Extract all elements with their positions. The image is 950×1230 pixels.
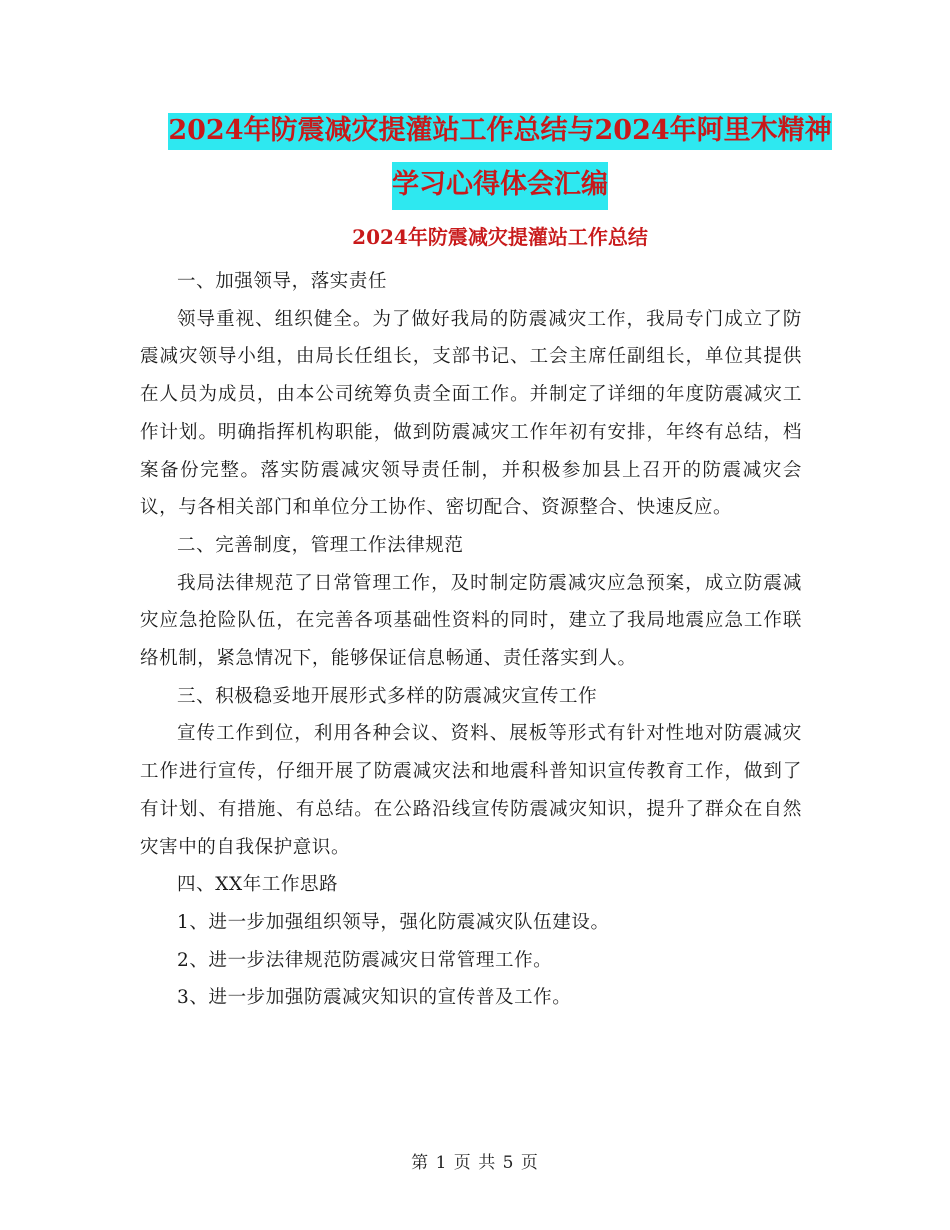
paragraph-3: 宣传工作到位，利用各种会议、资料、展板等形式有针对性地对防震减灾工作进行宣传，仔细开展了防震减灾法和地震科普知识宣传教育工作，做到了有计划、有措施、有总结。在公路沿线宣传防震减灾知识，提升了群众在自然灾害中的自我保护意识。 (140, 723, 802, 858)
footer-suffix: 页 (520, 1153, 539, 1173)
list-item-2: 2、进一步法律规范防震减灾日常管理工作。 (177, 949, 553, 971)
paragraph-1: 领导重视、组织健全。为了做好我局的防震减灾工作，我局专门成立了防震减灾领导小组，由局长任组长，支部书记、工会主席任副组长，单位其提供在人员为成员，由本公司统筹负责全面工作。并制定了详细的年度防震减灾工作计划。明确指挥机构职能，做到防震减灾工作年初有安排，年终有总结，档案备份完整。落实防震减灾领导责任制，并积极参加县上召开的防震减灾会议，与各相关部门和单位分工协作、密切配合、资源整合、快速反应。 (140, 308, 802, 519)
footer-total-pages: 5 (502, 1153, 515, 1173)
list-item-1: 1、进一步加强组织领导，强化防震减灾队伍建设。 (177, 911, 610, 933)
list-item-3: 3、进一步加强防震减灾知识的宣传普及工作。 (177, 987, 572, 1009)
heading-3: 三、积极稳妥地开展形式多样的防震减灾宣传工作 (177, 685, 598, 707)
document-body (140, 263, 802, 1017)
page-footer (0, 1151, 950, 1175)
footer-page-number: 1 (435, 1153, 448, 1173)
footer-prefix: 第 (411, 1153, 430, 1173)
document-title-line1: 2024年防震减灾提灌站工作总结与2024年阿里木精神 (168, 113, 831, 150)
document-title-line2: 学习心得体会汇编 (392, 162, 608, 210)
heading-1: 一、加强领导，落实责任 (177, 271, 388, 292)
document-title (140, 110, 860, 210)
footer-middle: 页 共 (453, 1153, 497, 1173)
paragraph-2: 我局法律规范了日常管理工作，及时制定防震减灾应急预案，成立防震减灾应急抢险队伍，在完善各项基础性资料的同时，建立了我局地震应急工作联络机制，紧急情况下，能够保证信息畅通、责任落实到人。 (140, 572, 802, 670)
heading-4: 四、XX年工作思路 (177, 874, 339, 896)
section-title: 2024年防震减灾提灌站工作总结 (352, 225, 648, 249)
heading-2: 二、完善制度，管理工作法律规范 (177, 534, 464, 556)
